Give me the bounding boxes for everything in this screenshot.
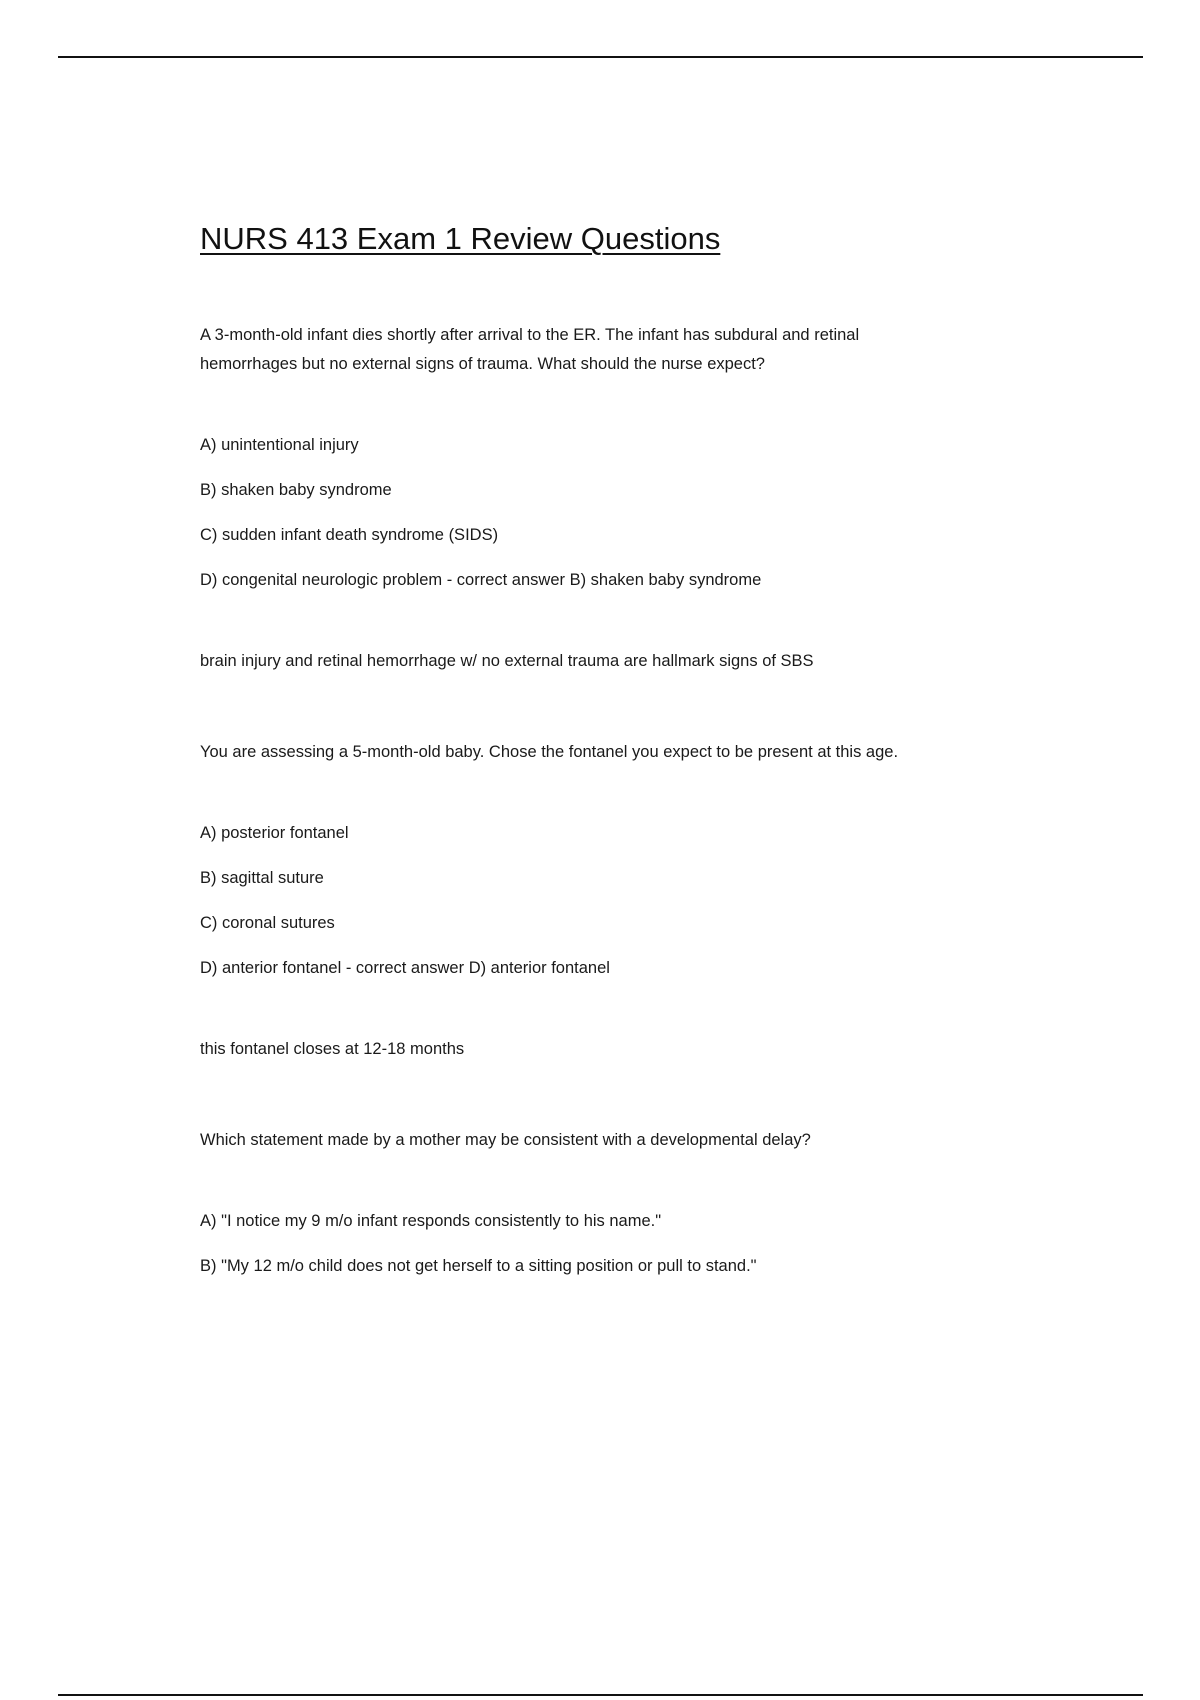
question-1 — [200, 321, 1020, 676]
question-3-option-b: B) "My 12 m/o child does not get herself to a sitting position or pull to stand." — [200, 1257, 757, 1276]
question-2-option-a: A) posterior fontanel — [200, 824, 349, 843]
document-body — [200, 220, 1020, 1297]
question-1-stem-line-2: hemorrhages but no external signs of trauma. What should the nurse expect? — [200, 355, 765, 374]
question-1-option-c: C) sudden infant death syndrome (SIDS) — [200, 526, 499, 545]
question-1-options — [200, 431, 1020, 595]
question-1-option-d: D) congenital neurologic problem - correct answer B) shaken baby syndrome — [200, 571, 762, 590]
top-rule — [58, 56, 1143, 58]
question-2-stem: You are assessing a 5-month-old baby. Chose the fontanel you expect to be present at this age. — [200, 743, 899, 762]
question-3 — [200, 1126, 1020, 1281]
question-1-option-b: B) shaken baby syndrome — [200, 481, 392, 500]
question-1-explanation: brain injury and retinal hemorrhage w/ no external trauma are hallmark signs of SBS — [200, 652, 814, 671]
question-1-option-a: A) unintentional injury — [200, 436, 359, 455]
question-1-stem-line-1: A 3-month-old infant dies shortly after arrival to the ER. The infant has subdural and retinal — [200, 326, 860, 345]
bottom-rule — [58, 1694, 1143, 1696]
question-3-stem: Which statement made by a mother may be consistent with a developmental delay? — [200, 1131, 811, 1150]
question-2-explanation: this fontanel closes at 12-18 months — [200, 1040, 465, 1059]
question-2 — [200, 738, 1020, 1064]
question-1-stem — [200, 321, 1020, 379]
question-3-option-a: A) "I notice my 9 m/o infant responds consistently to his name." — [200, 1212, 662, 1231]
question-2-options — [200, 819, 1020, 983]
page-title: NURS 413 Exam 1 Review Questions — [200, 221, 721, 256]
question-2-option-c: C) coronal sutures — [200, 914, 335, 933]
question-2-option-d: D) anterior fontanel - correct answer D) anterior fontanel — [200, 959, 610, 978]
question-2-option-b: B) sagittal suture — [200, 869, 324, 888]
question-3-options — [200, 1207, 1020, 1281]
